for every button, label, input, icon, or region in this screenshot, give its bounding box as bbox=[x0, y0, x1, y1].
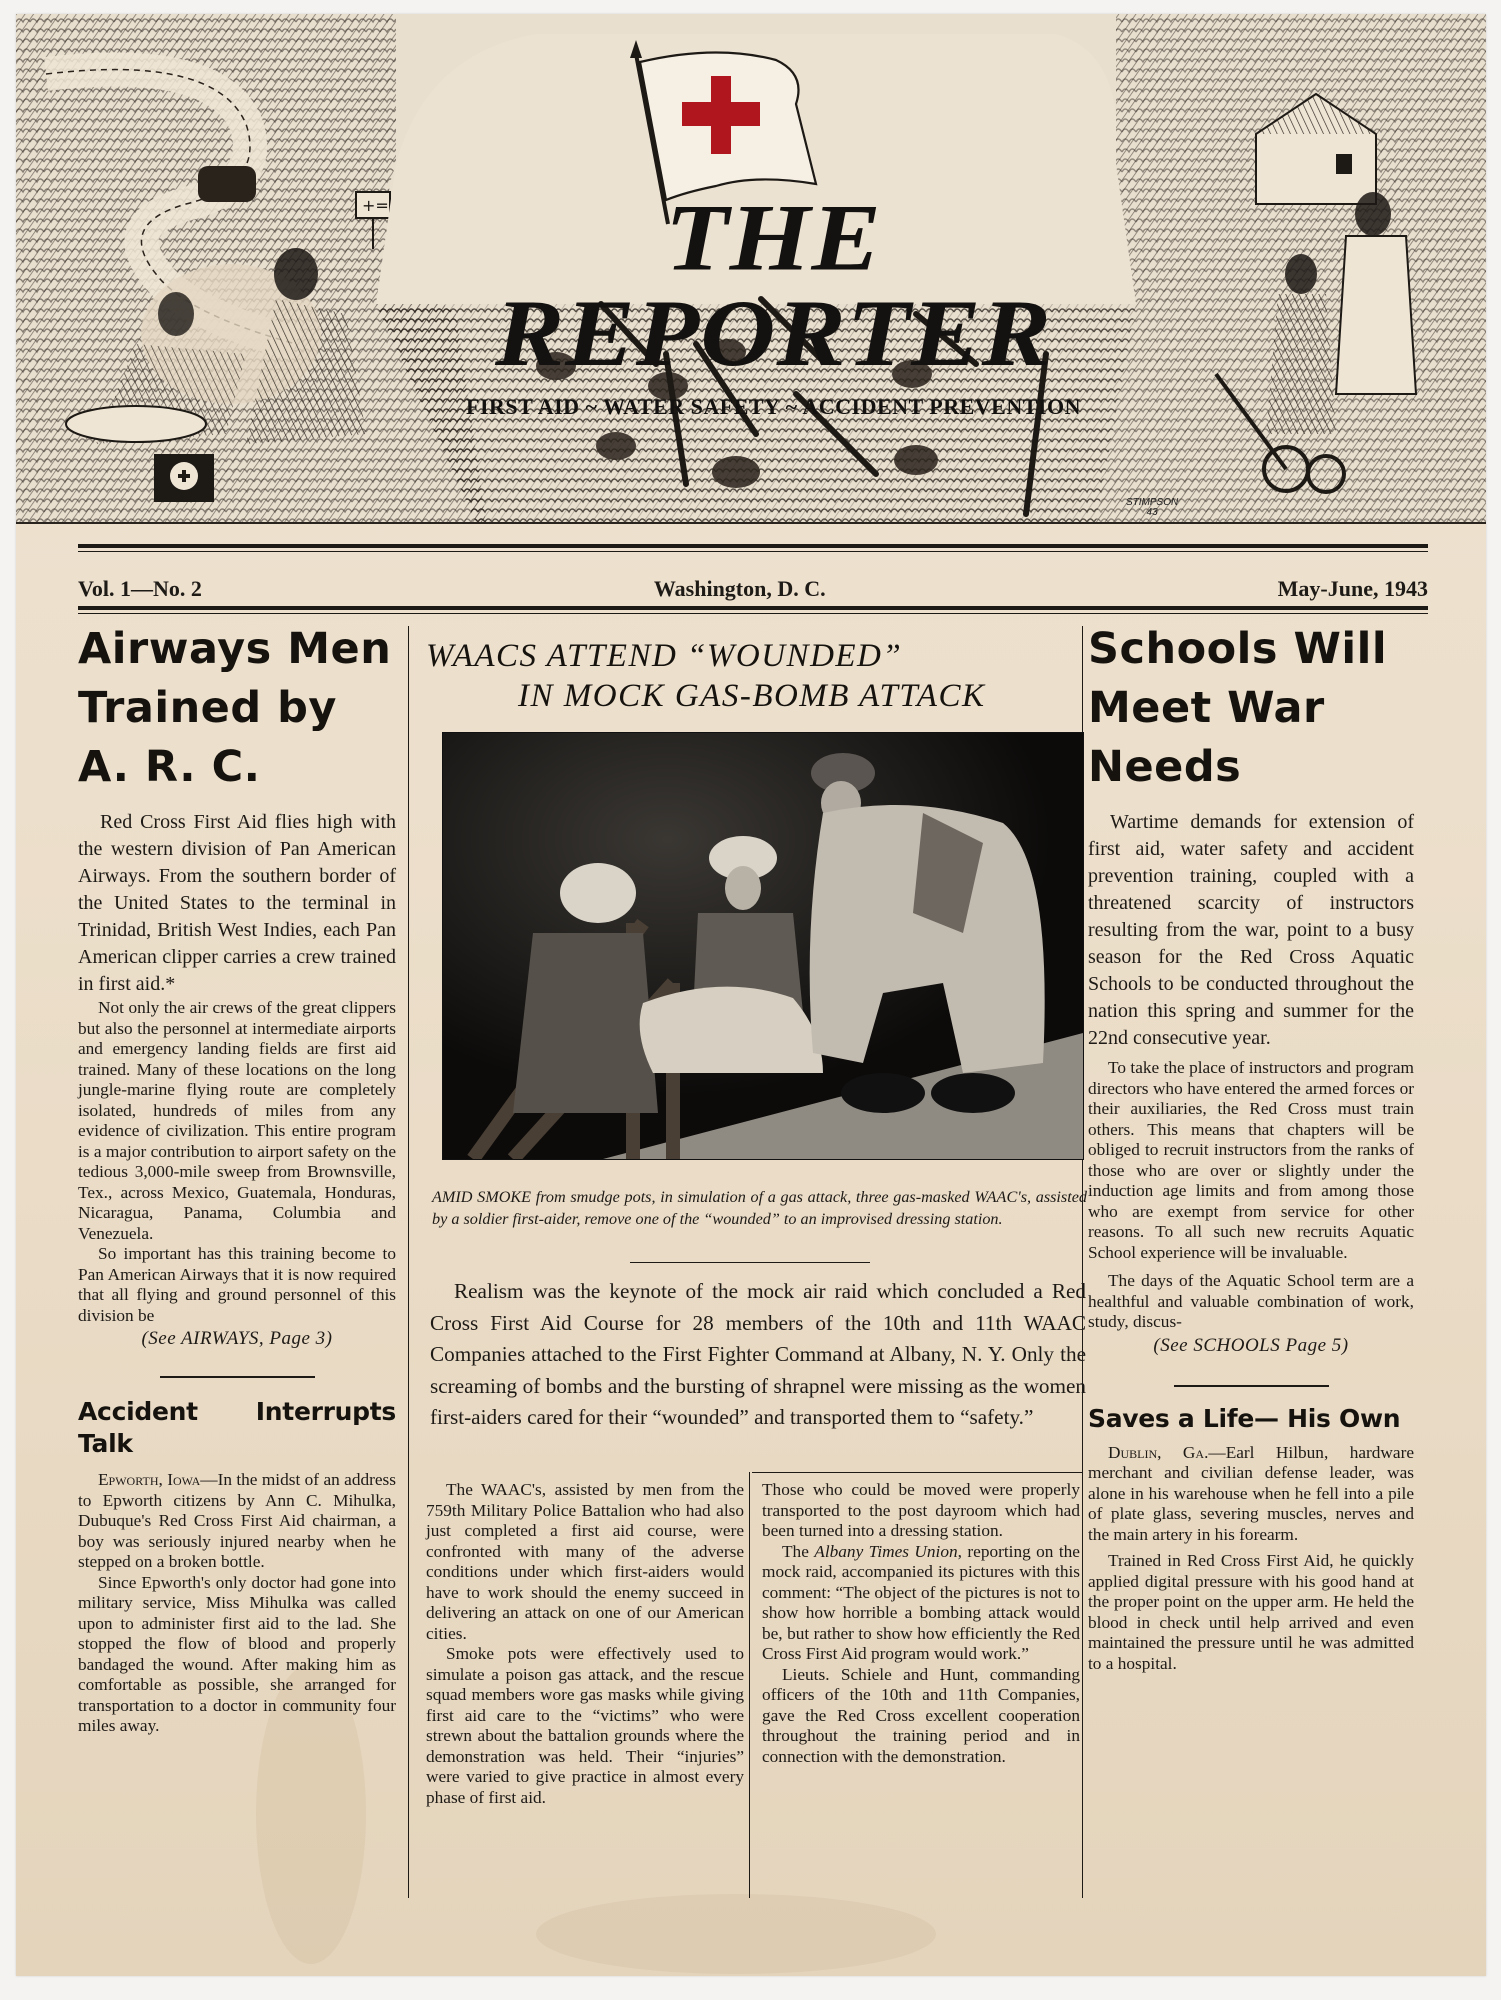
artist-signature: STIMPSON 43 bbox=[1126, 497, 1179, 518]
article-paragraph: So important has this training become to Pan American Airways that it is now required that all flying and ground personnel of this division be bbox=[78, 1244, 396, 1325]
headline-airways: Airways Men Trained by A. R. C. bbox=[78, 624, 392, 792]
article-paragraph: To take the place of instructors and program directors who have entered the armed forces or their auxiliaries, the Red Cross must train others. This means that chapters will be obliged to recruit instructors from the ranks of those who are over or slightly under the induction age limits and from among those who are exempt from service for other reasons. To all such new recruits Aquatic School experience will be invaluable. bbox=[1088, 1058, 1414, 1262]
dateline-rule-top bbox=[78, 544, 1428, 552]
newspaper-title: THE REPORTER bbox=[495, 184, 1052, 387]
headline-waacs: WAACS ATTEND “WOUNDED” IN MOCK GAS-BOMB ATTACK bbox=[426, 638, 986, 714]
continuation-link-airways[interactable]: (See AIRWAYS, Page 3) bbox=[141, 1328, 333, 1349]
article-paragraph: Wartime demands for extension of first aid, water safety and accident prevention training, coupled with a threatened scarcity of instructors resulting from the war, point to a busy season for the Red Cross Aquatic Schools to be conducted throughout the nation this spring and summer for the 22nd consecutive year. bbox=[1088, 811, 1414, 1049]
section-divider bbox=[752, 1472, 1082, 1473]
waacs-col-right bbox=[762, 1480, 1080, 1767]
headline-saves-life: Saves a Life— His Own bbox=[1088, 1403, 1401, 1433]
dateline-rule-bottom bbox=[78, 606, 1428, 614]
photo-caption: AMID SMOKE from smudge pots, in simulation of a gas attack, three gas-masked WAAC's, assisted by a soldier first-aider, remove one of the “wounded” to an improvised dressing station. bbox=[432, 1188, 1087, 1228]
photo-scene bbox=[443, 733, 1083, 1159]
newspaper-page bbox=[16, 14, 1486, 1976]
article-paragraph: Dublin, Ga.—Earl Hilbun, hardware merchant and civilian defense leader, was alone in his warehouse when he fell into a pile of plate glass, severing muscles, nerves and the main artery in his forearm. bbox=[1088, 1442, 1415, 1544]
article-paragraph: The days of the Aquatic School term are a healthful and valuable combination of work, study, discus- bbox=[1088, 1271, 1414, 1331]
volume-number: Vol. 1—No. 2 bbox=[78, 576, 202, 601]
article-paragraph: The Albany Times Union, reporting on the mock raid, accompanied its pictures with this comment: “The object of the pictures is not to show how horrible a bombing attack would be, but rather to show how efficiently the Red Cross First Aid program would work.” bbox=[762, 1541, 1080, 1663]
title-block bbox=[401, 182, 1146, 420]
paper-stain bbox=[536, 1894, 936, 1974]
dateline-epworth: Epworth, Iowa bbox=[98, 1470, 201, 1489]
article-paragraph: Since Epworth's only doctor had gone into military service, Miss Mihulka was called upon to administer first aid to the lad. She stopped the flow of blood and properly bandaged the wound. After making him as comfortable as possible, she arranged for transportation to a doctor in community four miles away. bbox=[78, 1572, 396, 1735]
waacs-col-left bbox=[426, 1480, 744, 1808]
article-schools bbox=[1088, 620, 1414, 1674]
news-photo-stretcher bbox=[442, 732, 1084, 1160]
continuation-link-schools[interactable]: (See SCHOOLS Page 5) bbox=[1153, 1334, 1349, 1356]
masthead-illustration bbox=[16, 14, 1486, 524]
publication-place: Washington, D. C. bbox=[653, 576, 826, 601]
article-paragraph: Trained in Red Cross First Aid, he quickly applied digital pressure with his good hand at the proper point on the upper arm. He held the blood in check until help arrived and even maintained the pressure until he was admitted to a hospital. bbox=[1088, 1551, 1414, 1673]
column-divider bbox=[749, 1472, 750, 1898]
article-paragraph: Not only the air crews of the great clippers but also the personnel at intermediate airports and emergency landing fields are first aid trained. Many of these locations on the long jungle-marine flying route are completely isolated, hundreds of miles from any evidence of civilization. This entire program is a major contribution to airport safety on the tedious 3,000-mile sweep from Brownsville, Tex., across Mexico, Guatemala, Honduras, Nicaragua, Panama, Columbia and Venezuela. bbox=[78, 998, 396, 1243]
article-paragraph: Smoke pots were effectively used to simulate a poison gas attack, and the rescue squad members wore gas masks while giving first aid care to the “victims” who were strewn about the battalion grounds where the demonstration was held. Their “injuries” were varied to give practice in almost every phase of first aid. bbox=[426, 1644, 744, 1807]
dateline bbox=[78, 576, 1428, 602]
article-airways bbox=[78, 620, 396, 1737]
issue-date: May-June, 1943 bbox=[1277, 576, 1428, 601]
waacs-lead: Realism was the keynote of the mock air raid which concluded a Red Cross First Aid Course for 28 members of the 10th and 11th WAAC Companies attached to the First Fighter Command at Albany, N. Y. Only the screaming of bombs and the bursting of shrapnel were missing as the women first-aiders cared for their “wounded” and transported them to “safety.” bbox=[430, 1279, 1086, 1429]
dateline-dublin: Dublin, Ga. bbox=[1108, 1442, 1209, 1462]
short-divider bbox=[1174, 1385, 1329, 1387]
newspaper-subtitle: FIRST AID ~ WATER SAFETY ~ ACCIDENT PREVENTION bbox=[466, 394, 1081, 419]
publication-name: Albany Times Union bbox=[814, 1541, 958, 1561]
article-paragraph: Those who could be moved were properly transported to the post dayroom which had been turned into a dressing station. bbox=[762, 1480, 1080, 1540]
column-divider bbox=[408, 626, 409, 1898]
article-paragraph: Epworth, Iowa—In the midst of an address to Epworth citizens by Ann C. Mihulka, Dubuque's Red Cross First Aid chairman, a boy was seriously injured nearby when he stepped on a broken bottle. bbox=[78, 1470, 396, 1571]
short-divider bbox=[160, 1376, 315, 1378]
article-paragraph: Lieuts. Schiele and Hunt, commanding officers of the 10th and 11th Companies, gave the Red Cross excellent cooperation throughout the training period and in connection with the demonstration. bbox=[762, 1664, 1080, 1766]
headline-accident: Accident Interrupts Talk bbox=[78, 1397, 396, 1458]
headline-schools: Schools Will Meet War Needs bbox=[1088, 624, 1388, 792]
caption-divider bbox=[630, 1262, 870, 1263]
article-paragraph: The WAAC's, assisted by men from the 759th Military Police Battalion who had also just completed a first aid course, were confronted with many of the adverse conditions under which first-aiders would have to work should the enemy succeed in delivering an attack on one of our American cities. bbox=[426, 1480, 744, 1643]
article-paragraph: Red Cross First Aid flies high with the western division of Pan American Airways. From the southern border of the United States to the terminal in Trinidad, British West Indies, each Pan American clipper carries a crew trained in first aid.* bbox=[78, 811, 396, 995]
svg-text:+=: += bbox=[362, 196, 389, 215]
